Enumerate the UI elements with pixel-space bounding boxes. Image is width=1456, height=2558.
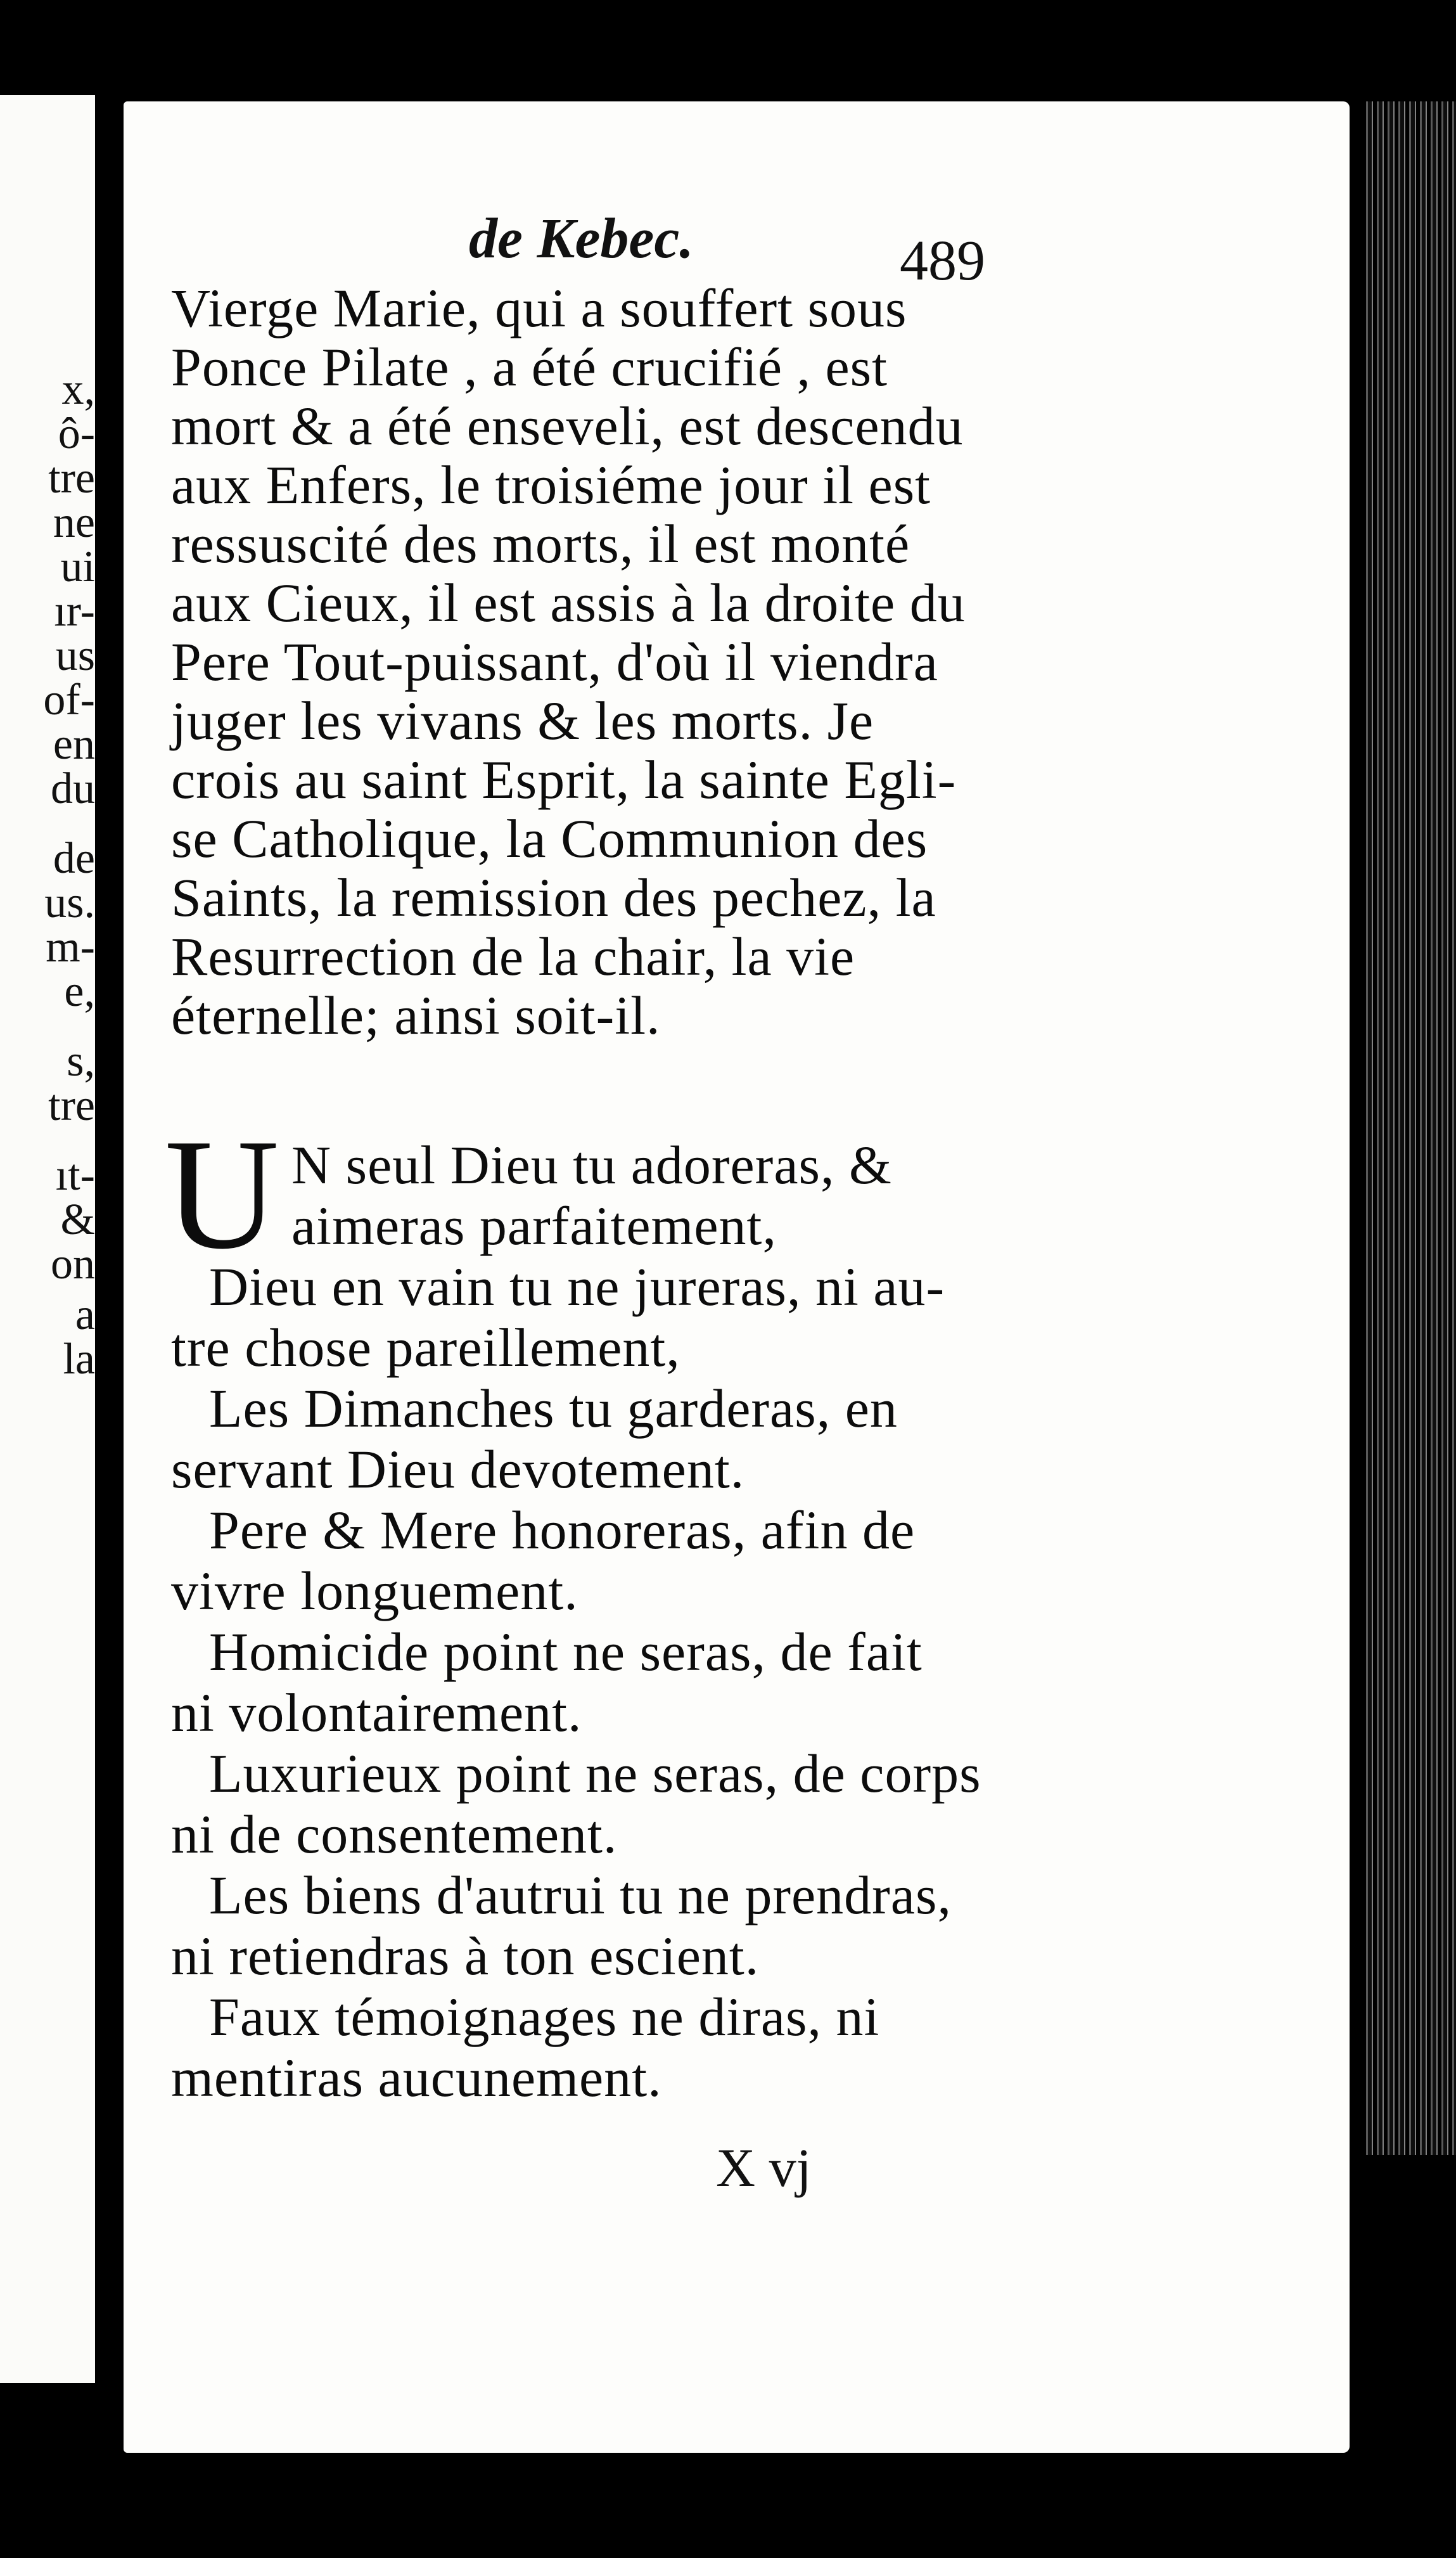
facing-page-fragment: s,	[67, 1039, 95, 1084]
facing-page-fragment: e,	[64, 970, 95, 1014]
commandment-line: Dieu en vain tu ne jureras, ni au-	[209, 1256, 945, 1317]
facing-page-fragment: ui	[60, 545, 95, 589]
creed-line: Ponce Pilate , a été crucifié , est	[171, 337, 888, 397]
commandment-line: ni de consentement.	[171, 1804, 618, 1865]
page-block-edge	[1362, 101, 1456, 2155]
creed-line: Vierge Marie, qui a souffert sous	[171, 278, 907, 338]
facing-page-fragment: of-	[43, 678, 95, 723]
commandment-line: Faux témoignages ne diras, ni	[209, 1986, 880, 2047]
creed-line: aux Enfers, le troisiéme jour il est	[171, 454, 931, 515]
facing-page-fragment: en	[53, 723, 95, 767]
commandment-second-line: aimeras parfaitement,	[291, 1195, 777, 1256]
page-number: 489	[900, 229, 985, 292]
commandment-line: servant Dieu devotement.	[171, 1439, 745, 1500]
creed-text	[171, 279, 995, 1045]
creed-line: ressuscité des morts, il est monté	[171, 513, 910, 574]
facing-page-fragment: x,	[61, 368, 95, 412]
creed-line: Pere Tout-puissant, d'où il viendra	[171, 631, 938, 692]
facing-page-fragment: on	[51, 1242, 95, 1287]
facing-page-fragment: m-	[46, 925, 95, 970]
facing-page-fragment: ne	[53, 501, 95, 545]
facing-page-fragment: la	[63, 1337, 95, 1382]
creed-line: Saints, la remission des pechez, la	[171, 867, 936, 928]
creed-line: éternelle; ainsi soit-il.	[171, 985, 661, 1046]
facing-page-fragment: ô-	[58, 412, 95, 456]
facing-page-fragment: de	[53, 837, 95, 881]
facing-page-fragment: du	[51, 767, 95, 811]
commandment-line: ni volontairement.	[171, 1682, 582, 1743]
commandment-line: Les Dimanches tu garderas, en	[209, 1378, 898, 1439]
creed-line: se Catholique, la Communion des	[171, 808, 928, 869]
commandment-line: Luxurieux point ne seras, de corps	[209, 1743, 981, 1804]
facing-page-fragment: a	[75, 1293, 95, 1337]
facing-page-fragment: tre	[48, 456, 95, 501]
creed-line: aux Cieux, il est assis à la droite du	[171, 572, 966, 633]
facing-page-fragment: ır-	[54, 589, 95, 634]
commandment-line: ni retiendras à ton escient.	[171, 1925, 760, 1986]
creed-line: Resurrection de la chair, la vie	[171, 926, 855, 987]
facing-page-fragment: us.	[44, 881, 95, 925]
commandment-line: mentiras aucunement.	[171, 2047, 662, 2108]
facing-page-fragment: us	[55, 634, 95, 678]
creed-line: mort & a été enseveli, est descendu	[171, 395, 964, 456]
facing-page-fragment: &	[60, 1198, 95, 1242]
facing-page-fragment: ıt-	[55, 1154, 95, 1198]
facing-page-fragment: tre	[48, 1084, 95, 1128]
creed-line: juger les vivans & les morts. Je	[171, 690, 874, 751]
creed-line: crois au saint Esprit, la sainte Egli-	[171, 749, 957, 810]
commandments-text	[165, 1107, 995, 2108]
running-head: de Kebec.	[469, 207, 694, 270]
commandment-line: Pere & Mere honoreras, afin de	[209, 1500, 916, 1560]
commandment-line: tre chose pareillement,	[171, 1317, 680, 1378]
commandment-line: Les biens d'autrui tu ne prendras,	[209, 1865, 952, 1925]
signature-mark: X vj	[716, 2137, 812, 2198]
commandment-line: vivre longuement.	[171, 1560, 578, 1621]
facing-page-edge	[0, 95, 95, 2383]
commandment-line: Homicide point ne seras, de fait	[209, 1621, 923, 1682]
commandment-first-line: N seul Dieu tu adoreras, &	[291, 1134, 892, 1195]
drop-cap: U	[165, 1107, 280, 1282]
